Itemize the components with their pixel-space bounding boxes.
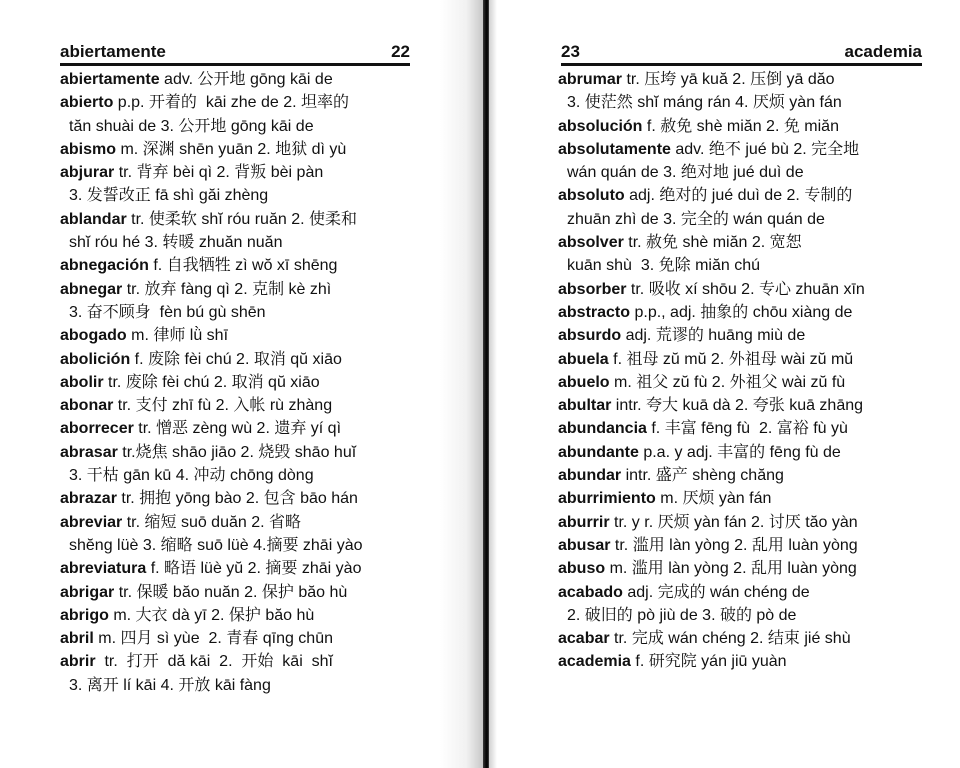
definition-text: f. 丰富 fēng fù 2. 富裕 fù yù xyxy=(646,420,848,438)
definition-text: m. 滥用 làn yòng 2. 乱用 luàn yòng xyxy=(605,560,857,578)
headword: abreviar xyxy=(60,513,123,531)
headword: absolución xyxy=(558,117,643,135)
dictionary-entry xyxy=(558,278,865,301)
dictionary-entry xyxy=(60,604,363,627)
definition-text: m. 厌烦 yàn fán xyxy=(655,490,772,508)
definition-text: tr. 吸收 xí shōu 2. 专心 zhuān xīn xyxy=(626,280,865,298)
dictionary-entry xyxy=(60,138,363,161)
headword: abuelo xyxy=(558,373,610,391)
entry-continuation xyxy=(558,254,865,277)
definition-text: p.p., adj. 抽象的 chōu xiàng de xyxy=(630,303,853,321)
dictionary-entry xyxy=(60,161,363,184)
headword: acabar xyxy=(558,630,610,648)
dictionary-entry xyxy=(558,441,865,464)
headword: abolir xyxy=(60,373,104,391)
definition-text: p.a. y adj. 丰富的 fēng fù de xyxy=(638,443,841,461)
dictionary-entry xyxy=(558,511,865,534)
entry-continuation xyxy=(60,115,363,138)
definition-text: kuān shù 3. 免除 miăn chú xyxy=(567,257,760,275)
definition-text: f. 自我牺牲 zì wŏ xī shēng xyxy=(148,257,338,275)
headword: absurdo xyxy=(558,327,622,345)
dictionary-entry xyxy=(558,138,865,161)
dictionary-entry xyxy=(60,581,363,604)
headword: aburrir xyxy=(558,513,610,531)
headword: abundancia xyxy=(558,420,647,438)
definition-text: f. 略语 lüè yŭ 2. 摘要 zhāi yào xyxy=(146,560,362,578)
headword: abstracto xyxy=(558,303,631,321)
headword: abrigo xyxy=(60,606,109,624)
definition-text: f. 废除 fèi chú 2. 取消 qŭ xiāo xyxy=(130,350,342,368)
headword: absolver xyxy=(558,234,624,252)
definition-text: m. 深渊 shēn yuān 2. 地狱 dì yù xyxy=(116,140,347,158)
entry-continuation xyxy=(60,301,363,324)
dictionary-entry xyxy=(558,581,865,604)
headword: aborrecer xyxy=(60,420,134,438)
definition-text: tr. 废除 fèi chú 2. 取消 qŭ xiāo xyxy=(103,373,320,391)
definition-text: tr. 支付 zhī fù 2. 入帐 rù zhàng xyxy=(113,397,333,415)
dictionary-entry xyxy=(60,557,363,580)
dictionary-entry xyxy=(558,348,865,371)
right-page-number: 23 xyxy=(561,42,580,61)
headword: absorber xyxy=(558,280,627,298)
dictionary-entry xyxy=(60,394,363,417)
right-page-header xyxy=(561,38,922,66)
headword: abnegar xyxy=(60,280,123,298)
definition-text: adv. 公开地 gōng kāi de xyxy=(159,71,333,88)
dictionary-entry xyxy=(60,324,363,347)
headword: abrir xyxy=(60,653,96,671)
definition-text: 2. 破旧的 pò jiù de 3. 破的 pò de xyxy=(567,606,797,624)
definition-text: tr. 保暖 băo nuăn 2. 保护 băo hù xyxy=(114,583,348,601)
headword: abuela xyxy=(558,350,609,368)
headword: abuso xyxy=(558,560,606,578)
dictionary-entry xyxy=(60,208,363,231)
definition-text: adj. 完成的 wán chéng de xyxy=(622,583,810,601)
left-entry-list xyxy=(60,68,363,697)
headword: absoluto xyxy=(558,187,625,205)
definition-text: 3. 离开 lí kāi 4. 开放 kāi fàng xyxy=(69,676,271,694)
dictionary-entry xyxy=(558,557,865,580)
definition-text: intr. 盛产 shèng chăng xyxy=(621,467,784,485)
definition-text: tr. 憎恶 zèng wù 2. 遗弃 yí qì xyxy=(133,420,342,438)
headword: abnegación xyxy=(60,257,149,275)
definition-text: tr. 背弃 bèi qì 2. 背叛 bèi pàn xyxy=(114,164,324,182)
entry-continuation xyxy=(60,534,363,557)
dictionary-entry xyxy=(60,278,363,301)
definition-text: tr. 赦免 shè miăn 2. 宽恕 xyxy=(623,234,802,252)
definition-text: tr. 拥抱 yōng bào 2. 包含 bāo hán xyxy=(116,490,358,508)
headword: abundante xyxy=(558,443,639,461)
definition-text: m. 四月 sì yùe 2. 青春 qīng chūn xyxy=(93,630,334,648)
definition-text: m. 律师 lǜ shī xyxy=(126,327,229,345)
dictionary-entry xyxy=(558,324,865,347)
dictionary-entry xyxy=(558,627,865,650)
right-entry-list xyxy=(558,68,865,674)
dictionary-entry xyxy=(60,91,363,114)
definition-text: adj. 荒谬的 huāng miù de xyxy=(621,327,806,345)
headword: acabado xyxy=(558,583,623,601)
entry-continuation xyxy=(558,604,865,627)
headword: abogado xyxy=(60,327,127,345)
left-page-header xyxy=(60,38,410,66)
left-guide-word: abiertamente xyxy=(60,42,166,61)
definition-text: tr. 完成 wán chéng 2. 结束 jié shù xyxy=(609,630,851,648)
dictionary-entry xyxy=(558,650,865,673)
definition-text: f. 研究院 yán jiū yuàn xyxy=(630,653,787,671)
definition-text: intr. 夸大 kuā dà 2. 夸张 kuā zhāng xyxy=(611,397,864,415)
definition-text: tr. 压垮 yā kuă 2. 压倒 yā dăo xyxy=(622,71,835,88)
right-page xyxy=(492,0,960,768)
definition-text: 3. 发誓改正 fā shì găi zhèng xyxy=(69,187,269,205)
definition-text: p.p. 开着的 kāi zhe de 2. 坦率的 xyxy=(113,94,349,112)
headword: abundar xyxy=(558,467,622,485)
definition-text: 3. 使茫然 shĭ máng rán 4. 厌烦 yàn fán xyxy=(567,94,842,112)
headword: absolutamente xyxy=(558,140,671,158)
entry-continuation xyxy=(60,231,363,254)
headword: abreviatura xyxy=(60,560,147,578)
headword: abrazar xyxy=(60,490,117,508)
dictionary-entry xyxy=(558,301,865,324)
left-page-number: 22 xyxy=(391,42,410,61)
dictionary-entry xyxy=(558,68,865,91)
headword: abiertamente xyxy=(60,71,160,88)
dictionary-entry xyxy=(558,231,865,254)
dictionary-entry xyxy=(60,627,363,650)
dictionary-entry xyxy=(60,254,363,277)
definition-text: tr. 滥用 làn yòng 2. 乱用 luàn yòng xyxy=(610,536,858,554)
definition-text: tr.烧焦 shāo jiāo 2. 烧毁 shāo huĭ xyxy=(117,443,357,461)
definition-text: tăn shuài de 3. 公开地 gōng kāi de xyxy=(69,117,314,135)
headword: abusar xyxy=(558,536,611,554)
dictionary-entry xyxy=(60,511,363,534)
definition-text: tr. 放弃 fàng qì 2. 克制 kè zhì xyxy=(122,280,332,298)
definition-text: shĭ róu hé 3. 转暖 zhuăn nuăn xyxy=(69,234,283,252)
headword: abismo xyxy=(60,140,117,158)
definition-text: tr. 使柔软 shĭ róu ruăn 2. 使柔和 xyxy=(126,210,357,228)
dictionary-entry xyxy=(60,650,363,673)
definition-text: 3. 干枯 gān kū 4. 冲动 chōng dòng xyxy=(69,467,314,485)
dictionary-entry xyxy=(558,487,865,510)
definition-text: m. 大衣 dà yī 2. 保护 băo hù xyxy=(108,606,315,624)
entry-continuation xyxy=(558,161,865,184)
definition-text: shĕng lüè 3. 缩略 suō lüè 4.摘要 zhāi yào xyxy=(69,536,363,554)
definition-text: f. 祖母 zŭ mŭ 2. 外祖母 wài zŭ mŭ xyxy=(608,350,854,368)
definition-text: 3. 奋不顾身 fèn bú gù shēn xyxy=(69,303,266,321)
dictionary-entry xyxy=(558,417,865,440)
dictionary-entry xyxy=(558,115,865,138)
headword: abjurar xyxy=(60,164,115,182)
definition-text: tr. y r. 厌烦 yàn fán 2. 讨厌 tăo yàn xyxy=(609,513,858,531)
dictionary-entry xyxy=(60,487,363,510)
definition-text: m. 祖父 zŭ fù 2. 外祖父 wài zŭ fù xyxy=(609,373,846,391)
headword: abrumar xyxy=(558,71,623,88)
dictionary-entry xyxy=(60,441,363,464)
definition-text: zhuān zhì de 3. 完全的 wán quán de xyxy=(567,210,825,228)
headword: abolición xyxy=(60,350,131,368)
entry-continuation xyxy=(60,464,363,487)
entry-continuation xyxy=(60,674,363,697)
headword: abrasar xyxy=(60,443,118,461)
definition-text: wán quán de 3. 绝对地 jué duì de xyxy=(567,164,804,182)
headword: ablandar xyxy=(60,210,127,228)
headword: abultar xyxy=(558,397,612,415)
dictionary-entry xyxy=(558,371,865,394)
dictionary-entry xyxy=(60,417,363,440)
definition-text: tr. 缩短 suō duăn 2. 省略 xyxy=(122,513,302,531)
dictionary-entry xyxy=(60,68,363,91)
definition-text: adj. 绝对的 jué duì de 2. 专制的 xyxy=(624,187,853,205)
definition-text: tr. 打开 dă kāi 2. 开始 kāi shĭ xyxy=(95,653,333,671)
right-guide-word: academia xyxy=(844,42,922,61)
definition-text: adv. 绝不 jué bù 2. 完全地 xyxy=(670,140,860,158)
entry-continuation xyxy=(558,91,865,114)
dictionary-entry xyxy=(60,348,363,371)
gutter-shadow xyxy=(440,0,484,768)
dictionary-entry xyxy=(60,371,363,394)
definition-text: f. 赦免 shè miăn 2. 免 miăn xyxy=(642,117,839,135)
entry-continuation xyxy=(558,208,865,231)
headword: abrigar xyxy=(60,583,115,601)
headword: abonar xyxy=(60,397,114,415)
headword: abril xyxy=(60,630,94,648)
dictionary-entry xyxy=(558,394,865,417)
headword: academia xyxy=(558,653,631,671)
headword: aburrimiento xyxy=(558,490,656,508)
headword: abierto xyxy=(60,94,114,112)
dictionary-entry xyxy=(558,184,865,207)
dictionary-entry xyxy=(558,464,865,487)
dictionary-entry xyxy=(558,534,865,557)
entry-continuation xyxy=(60,184,363,207)
